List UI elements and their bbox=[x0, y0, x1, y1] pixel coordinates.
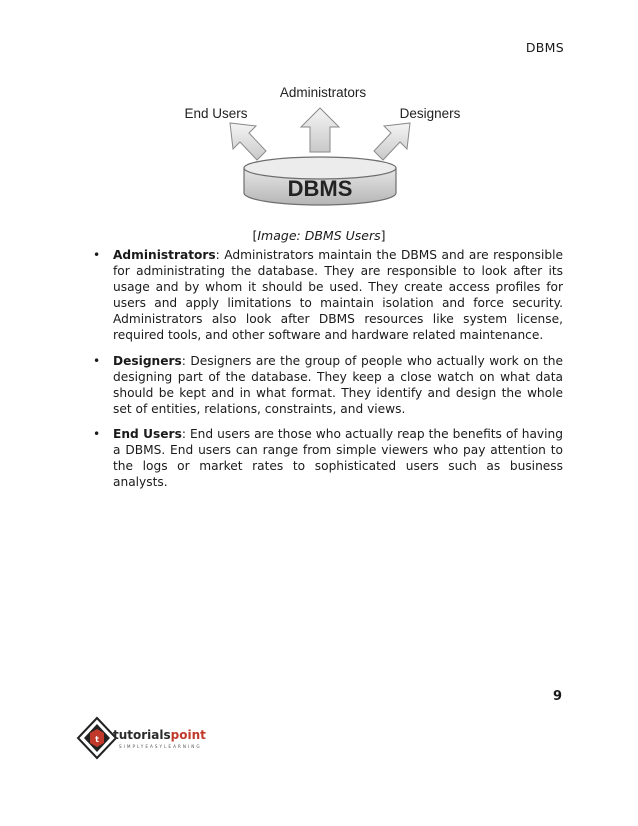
list-item-administrators: • Administrators: Administrators maintain the DBMS and are responsible for administrating the database. They are responsible to look after its usage and by whom it should be used. They create access profiles for users and apply limitations to maintain isolation and force security. Administrators also look after DBMS resources like system license, required tools, and other software and hardware related maintenance. bbox=[93, 248, 563, 343]
dbms-users-diagram bbox=[160, 80, 480, 210]
dbms-label: DBMS bbox=[287, 176, 353, 201]
description: Designers are the group of people who actually work on the designing part of the database. They keep a close watch on what data should be kept and in what format. They identify and design the whole set of entities, relations, constraints, and views. bbox=[113, 353, 563, 416]
caption-text: Image: DBMS Users bbox=[257, 228, 381, 243]
administrators-label: Administrators bbox=[279, 85, 367, 100]
tutorialspoint-logo bbox=[73, 714, 233, 762]
description: Administrators maintain the DBMS and are responsible for administrating the database. They are responsible to look after its usage and by whom it should be used. They create access profiles for users and apply limitations to maintain isolation and force security. Administrators also look after DBMS resources like system license, required tools, and other software and hardware related maintenance. bbox=[113, 248, 563, 343]
description: End users are those who actually reap the benefits of having a DBMS. End users can range from simple viewers who pay attention to the logs or market rates to sophisticated users such as business analysts. bbox=[113, 426, 563, 490]
user-types-list bbox=[87, 247, 563, 499]
bullet-icon: • bbox=[93, 353, 101, 368]
bullet-icon: • bbox=[93, 426, 101, 441]
list-item-designers: • Designers: Designers are the group of people who actually work on the designing part of the database. They keep a close watch on what data should be kept and in what format. They identify and design the whole set of entities, relations, constraints, and views. bbox=[93, 353, 563, 416]
arrow-administrators bbox=[301, 108, 339, 152]
term: Designers bbox=[113, 353, 182, 368]
svg-text:tutorialspoint bbox=[113, 728, 206, 742]
term: Administrators bbox=[113, 248, 216, 262]
page-number: 9 bbox=[552, 689, 562, 704]
end-users-label: End Users bbox=[184, 106, 248, 121]
arrow-designers bbox=[374, 123, 410, 160]
logo-tagline: SIMPLYEASYLEARNING bbox=[119, 744, 202, 749]
logo-word-b: point bbox=[170, 728, 206, 742]
figure-caption: [Image: DBMS Users] bbox=[252, 228, 386, 243]
arrow-end-users bbox=[230, 123, 266, 160]
list-item-end-users: • End Users: End users are those who actually reap the benefits of having a DBMS. End users can range from simple viewers who pay attention to the logs or market rates to sophisticated users such as business analysts. bbox=[93, 426, 563, 490]
bullet-icon: • bbox=[93, 248, 101, 262]
logo-word-a: tutorials bbox=[113, 728, 171, 742]
term: End Users bbox=[113, 426, 182, 441]
designers-label: Designers bbox=[399, 106, 461, 121]
running-header: DBMS bbox=[525, 40, 564, 55]
svg-text:t: t bbox=[95, 735, 99, 744]
